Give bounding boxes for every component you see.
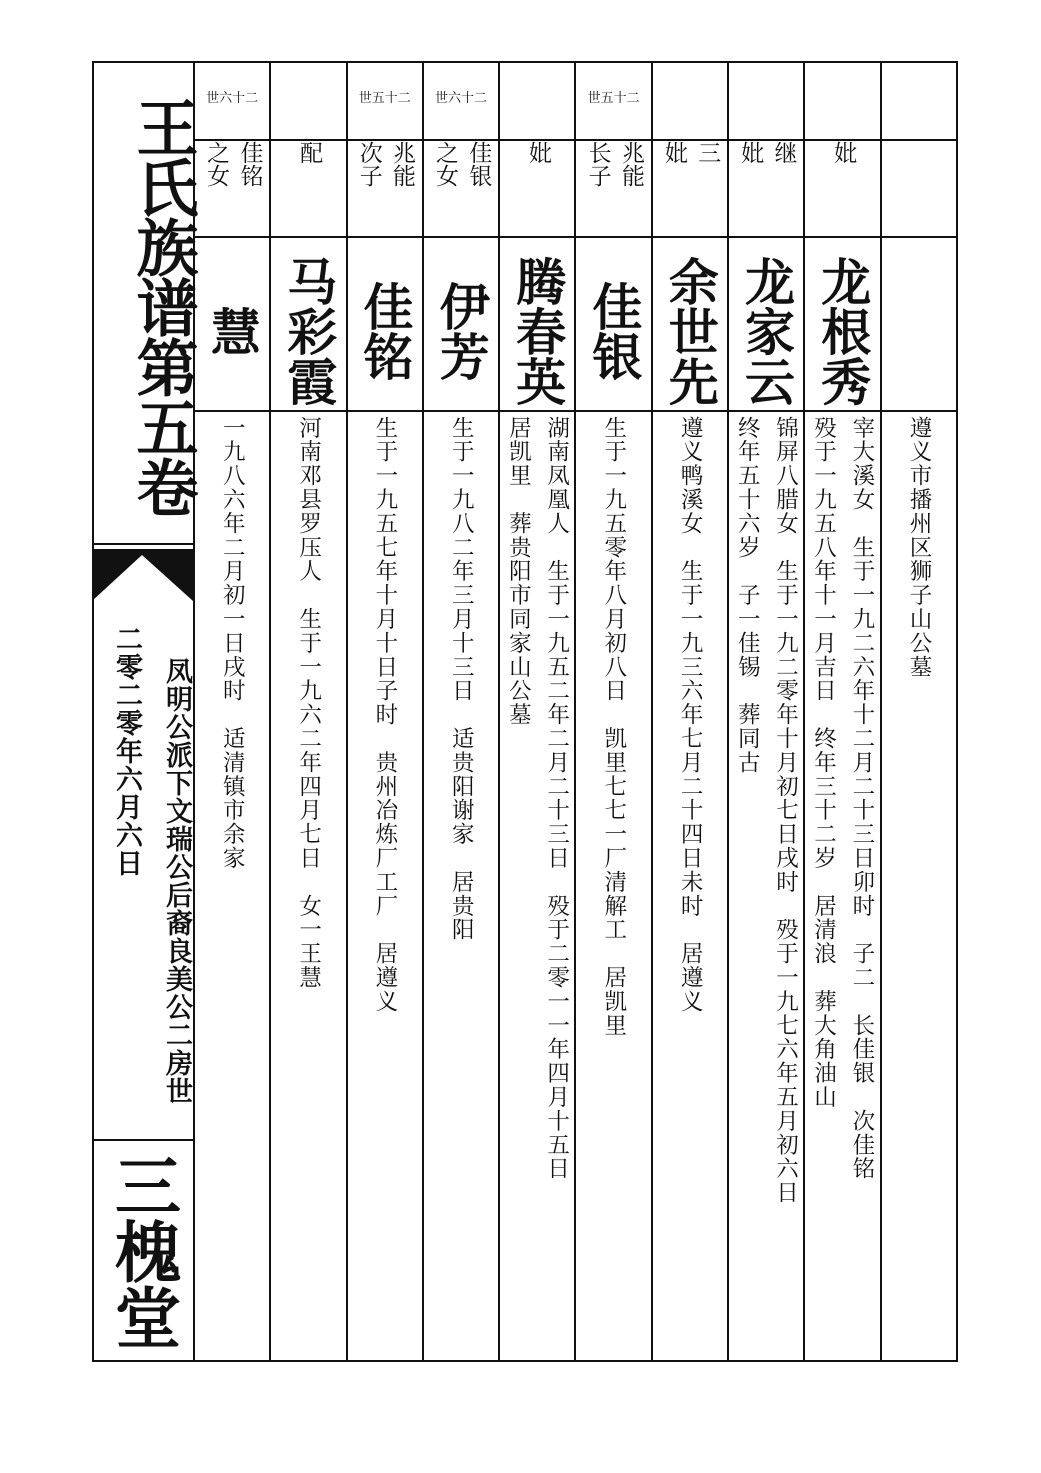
biography-text [577, 416, 651, 1356]
relation-line: 长子 [584, 141, 611, 187]
record-column [500, 61, 576, 1362]
biography-line: 遵义市播州区狮子山公墓 [905, 416, 932, 679]
record-column [882, 61, 958, 1362]
biography-text [882, 416, 956, 1356]
record-column [653, 61, 729, 1362]
relation-line: 兆能 [617, 141, 644, 187]
relation-line: 配 [296, 141, 323, 164]
generation-label: 世五十二 [358, 91, 411, 106]
biography-line: 宰大溪女 生于一九二六年十二月二十三日卯时 子二 长佳银 次佳铭 [848, 416, 875, 1181]
spine-divider [92, 543, 193, 545]
biography-line: 河南邓县罗压人 生于一九六二年四月七日 女一王慧 [295, 416, 322, 990]
relation-line: 妣 [737, 141, 764, 164]
biography-text [271, 416, 345, 1356]
person-name: 马彩霞 [279, 256, 339, 406]
record-column [271, 61, 347, 1362]
biography-text [729, 416, 803, 1356]
biography-text [653, 416, 727, 1356]
relation-line: 兆能 [389, 141, 416, 187]
relation-line: 佳铭 [236, 141, 263, 187]
person-name: 伊芳 [431, 281, 491, 381]
biography-line: 终年五十六岁 子一佳锡 葬同古 [734, 416, 761, 775]
biography-text [424, 416, 498, 1356]
biography-text [348, 416, 422, 1356]
relation-line: 之女 [432, 141, 459, 187]
person-name [882, 251, 956, 411]
relation-line: 妣 [660, 141, 687, 164]
record-column [348, 61, 424, 1362]
biography-line: 殁于一九五八年十一月吉日 终年三十二岁 居清浪 葬大角油山 [810, 416, 837, 1110]
relation-line: 次子 [355, 141, 382, 187]
compile-date: 二零二零年六月六日 [111, 625, 142, 877]
person-name: 龙根秀 [813, 256, 873, 406]
biography-line: 居凯里 葬贵阳市同家山公墓 [505, 416, 532, 727]
person-name: 腾春英 [508, 256, 568, 406]
relation-line: 佳银 [465, 141, 492, 187]
person-name: 慧 [202, 306, 262, 356]
record-column [424, 61, 500, 1362]
genealogy-title: 王氏族谱第五卷 [126, 96, 199, 516]
spine-divider [92, 1139, 193, 1141]
biography-line: 一九八六年二月初一日戌时 适清镇市余家 [219, 416, 246, 871]
record-column [729, 61, 805, 1362]
hall-name: 三槐堂 [103, 1152, 182, 1350]
person-name: 龙家云 [737, 256, 796, 406]
biography-line: 生于一九五零年八月初八日 凯里七七一厂清解工 居凯里 [600, 416, 627, 1038]
fishtail-mark-icon [92, 549, 193, 601]
generation-label: 世五十二 [587, 91, 640, 106]
biography-line: 生于一九八二年三月十三日 适贵阳谢家 居贵阳 [448, 416, 475, 942]
generation-label: 世六十二 [206, 91, 259, 106]
biography-text [195, 416, 269, 1356]
relation-line: 妣 [830, 141, 857, 164]
spine [92, 61, 199, 1362]
biography-line: 锦屏八腊女 生于一九二零年十月初七日戌时 殁于一九七六年五月初六日 [772, 416, 799, 1205]
biography-line: 遵义鸭溪女 生于一九三六年七月二十四日未时 居遵义 [677, 416, 704, 1014]
person-name: 佳铭 [355, 281, 415, 381]
relation-line: 妣 [524, 141, 551, 164]
generation-label: 世六十二 [435, 91, 488, 106]
record-column [577, 61, 653, 1362]
biography-line: 生于一九五七年十月十日子时 贵州冶炼厂工厂 居遵义 [371, 416, 398, 1014]
person-name: 余世先 [660, 256, 720, 406]
relation-line: 之女 [203, 141, 230, 187]
relation-line: 继 [770, 141, 797, 164]
relation-line: 三 [694, 141, 721, 164]
biography-text [805, 416, 879, 1356]
person-name: 佳银 [584, 281, 644, 381]
record-column [195, 61, 271, 1362]
record-column [805, 61, 881, 1362]
biography-text [500, 416, 574, 1356]
lineage-subtitle: 凤明公派下文瑞公后裔良美公二房世 [161, 657, 192, 1105]
biography-line: 湖南凤凰人 生于一九五二年二月二十三日 殁于二零一一年四月十五日 [543, 416, 570, 1181]
